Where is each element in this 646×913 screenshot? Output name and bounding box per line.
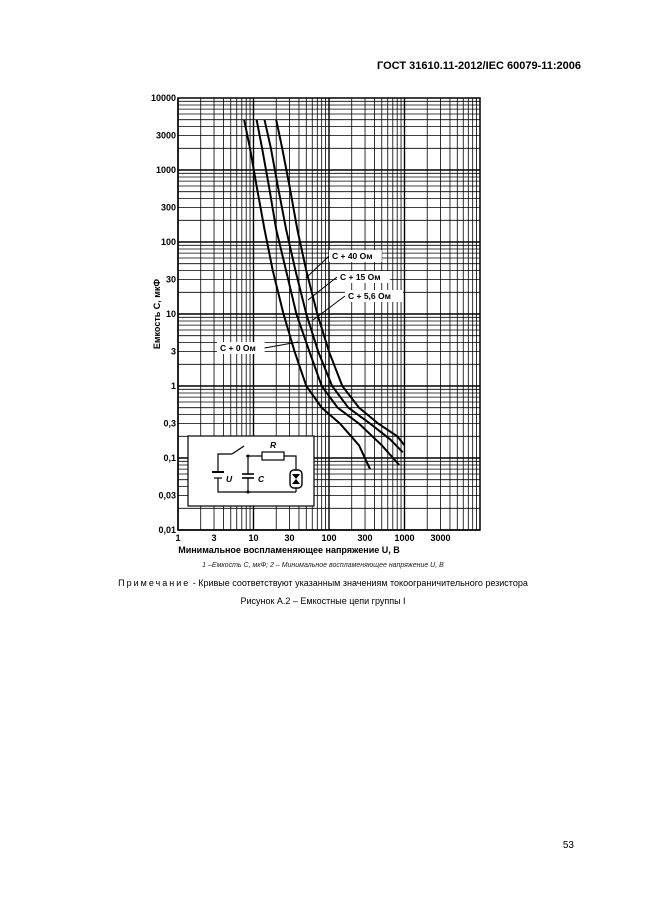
- note-text: - Кривые соответствуют указанным значениям токоограничительного резистора: [190, 578, 528, 588]
- y-axis-title: Емкость C, мкФ: [152, 278, 162, 350]
- x-tick-label: 3: [211, 533, 217, 543]
- label-u: U: [226, 474, 233, 484]
- curve-label: C + 0 Ом: [220, 343, 256, 353]
- label-r: R: [270, 440, 277, 450]
- x-tick-label: 1000: [394, 533, 415, 543]
- x-axis-title: Минимальное воспламеняющее напряжение U, В: [178, 545, 400, 555]
- figure-caption: Рисунок А.2 – Емкостные цепи группы I: [240, 596, 406, 606]
- page-number: 53: [562, 840, 574, 851]
- document-code: ГОСТ 31610.11-2012/IEC 60079-11:2006: [377, 60, 581, 72]
- y-tick-label: 10000: [150, 93, 176, 103]
- junction: [247, 491, 250, 494]
- y-tick-label: 300: [160, 202, 176, 213]
- curve-label: C + 40 Ом: [332, 251, 373, 261]
- x-tick-label: 3000: [430, 533, 451, 543]
- y-tick-label: 0,1: [163, 453, 176, 463]
- y-tick-label: 0,03: [158, 490, 176, 501]
- x-tick-label: 300: [357, 533, 373, 543]
- y-tick-label: 1000: [155, 165, 176, 175]
- y-tick-label: 1: [170, 381, 176, 391]
- x-tick-label: 10: [248, 533, 259, 543]
- y-tick-label: 30: [165, 274, 176, 285]
- x-tick-label: 100: [321, 533, 337, 543]
- resistor: [262, 452, 284, 460]
- curve-label: C + 5,6 Ом: [348, 291, 391, 301]
- axis-legend: 1 –Емкость C, мкФ; 2 – Минимальное воспламеняющее напряжение U, В: [202, 562, 444, 569]
- y-tick-label: 0,3: [163, 418, 176, 429]
- y-tick-label: 100: [160, 237, 176, 247]
- y-tick-label: 3000: [155, 130, 176, 141]
- y-tick-label: 10: [165, 309, 176, 319]
- note-label: Примечание: [118, 578, 191, 588]
- y-tick-label: 0,01: [158, 525, 176, 535]
- label-c: C: [258, 474, 265, 484]
- x-tick-label: 30: [284, 533, 295, 543]
- x-tick-label: 1: [175, 533, 181, 543]
- junction: [247, 455, 250, 458]
- y-tick-label: 3: [170, 346, 176, 357]
- note: [0, 578, 646, 588]
- curve-label: C + 15 Ом: [340, 272, 381, 282]
